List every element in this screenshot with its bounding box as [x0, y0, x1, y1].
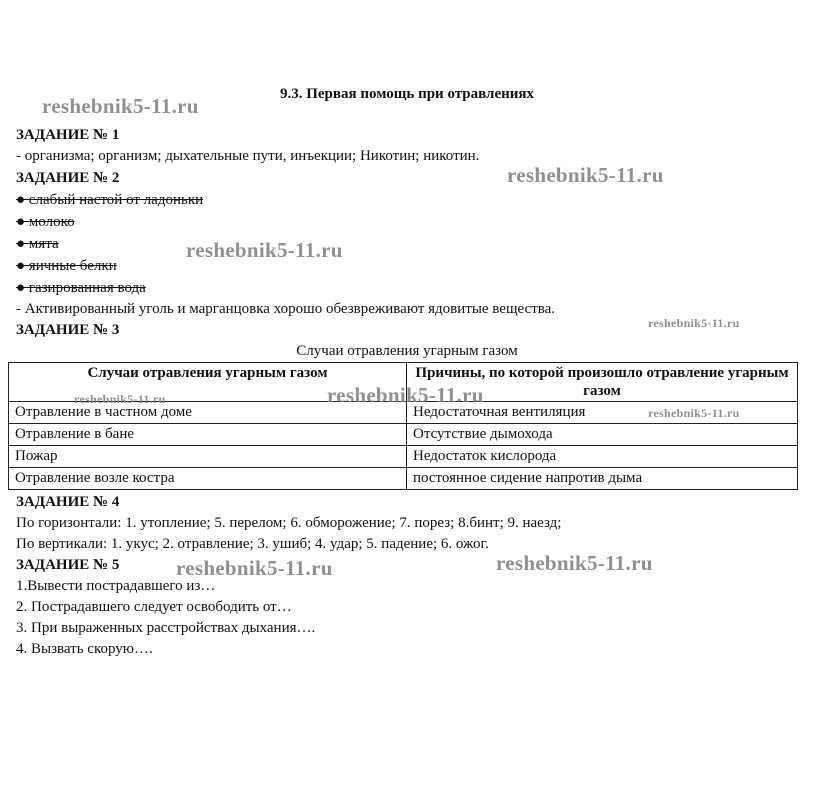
table-cell: Отравление возле костра — [9, 468, 407, 490]
crossword-horizontal: По горизонтали: 1. утопление; 5. перелом; 6. обморожение; 7. порез; 8.бинт; 9. наезд; — [16, 515, 562, 531]
table-cell: Недостаточная вентиляция — [407, 402, 798, 424]
table-caption: Случаи отравления угарным газом — [296, 343, 518, 359]
table-cell: Отравление в частном доме — [9, 402, 407, 424]
table-row — [9, 424, 798, 446]
task5-heading: ЗАДАНИЕ № 5 — [16, 557, 120, 573]
table-cell: Недостаток кислорода — [407, 446, 798, 468]
first-aid-step: 2. Пострадавшего следует освободить от… — [16, 599, 292, 615]
watermark: reshebnik5-11.ru — [42, 94, 199, 118]
task2-note: - Активированный уголь и марганцовка хорошо обезвреживают ядовитые вещества. — [16, 301, 556, 317]
task2-item: ● мята — [16, 236, 59, 252]
watermark: reshebnik5-11.ru — [74, 392, 166, 406]
watermark: reshebnik5-11.ru — [507, 163, 664, 187]
table-row — [9, 468, 798, 490]
task2-item: ● яичные белки — [16, 258, 117, 274]
watermark: reshebnik5-11.ru — [186, 238, 343, 262]
table-cell: постоянное сидение напротив дыма — [407, 468, 798, 490]
table-cell: Пожар — [9, 446, 407, 468]
task1-heading: ЗАДАНИЕ № 1 — [16, 127, 120, 143]
watermark: reshebnik5-11.ru — [496, 551, 653, 575]
first-aid-step: 1.Вывести пострадавшего из… — [16, 578, 216, 594]
column-header-cases: Случаи отравления угарным газом — [9, 363, 407, 402]
watermark: reshebnik5-11.ru — [648, 406, 740, 420]
crossword-vertical: По вертикали: 1. укус; 2. отравление; 3. ушиб; 4. удар; 5. падение; 6. ожог. — [16, 536, 489, 552]
table-cell: Отсутствие дымохода — [407, 424, 798, 446]
table-row — [9, 446, 798, 468]
watermark: reshebnik5-11.ru — [327, 383, 484, 407]
page-title: 9.3. Первая помощь при отравлениях — [279, 86, 535, 102]
first-aid-step: 3. При выраженных расстройствах дыхания…. — [16, 620, 316, 636]
table-cell: Отравление в бане — [9, 424, 407, 446]
poisoning-cases-table — [8, 362, 798, 490]
watermark: reshebnik5-11.ru — [648, 316, 740, 330]
task2-item: ● молоко — [16, 214, 75, 230]
task4-heading: ЗАДАНИЕ № 4 — [16, 494, 120, 510]
task2-item: ● слабый настой от ладоньки — [16, 192, 204, 208]
column-header-causes: Причины, по которой произошло отравление угарным газом — [407, 363, 798, 402]
task2-heading: ЗАДАНИЕ № 2 — [16, 170, 120, 186]
task3-heading: ЗАДАНИЕ № 3 — [16, 322, 120, 338]
task1-answer: - организма; организм; дыхательные пути, инъекции; Никотин; никотин. — [16, 148, 480, 164]
task2-item: ● газированная вода — [16, 280, 146, 296]
first-aid-step: 4. Вызвать скорую…. — [16, 641, 153, 657]
watermark: reshebnik5-11.ru — [176, 556, 333, 580]
